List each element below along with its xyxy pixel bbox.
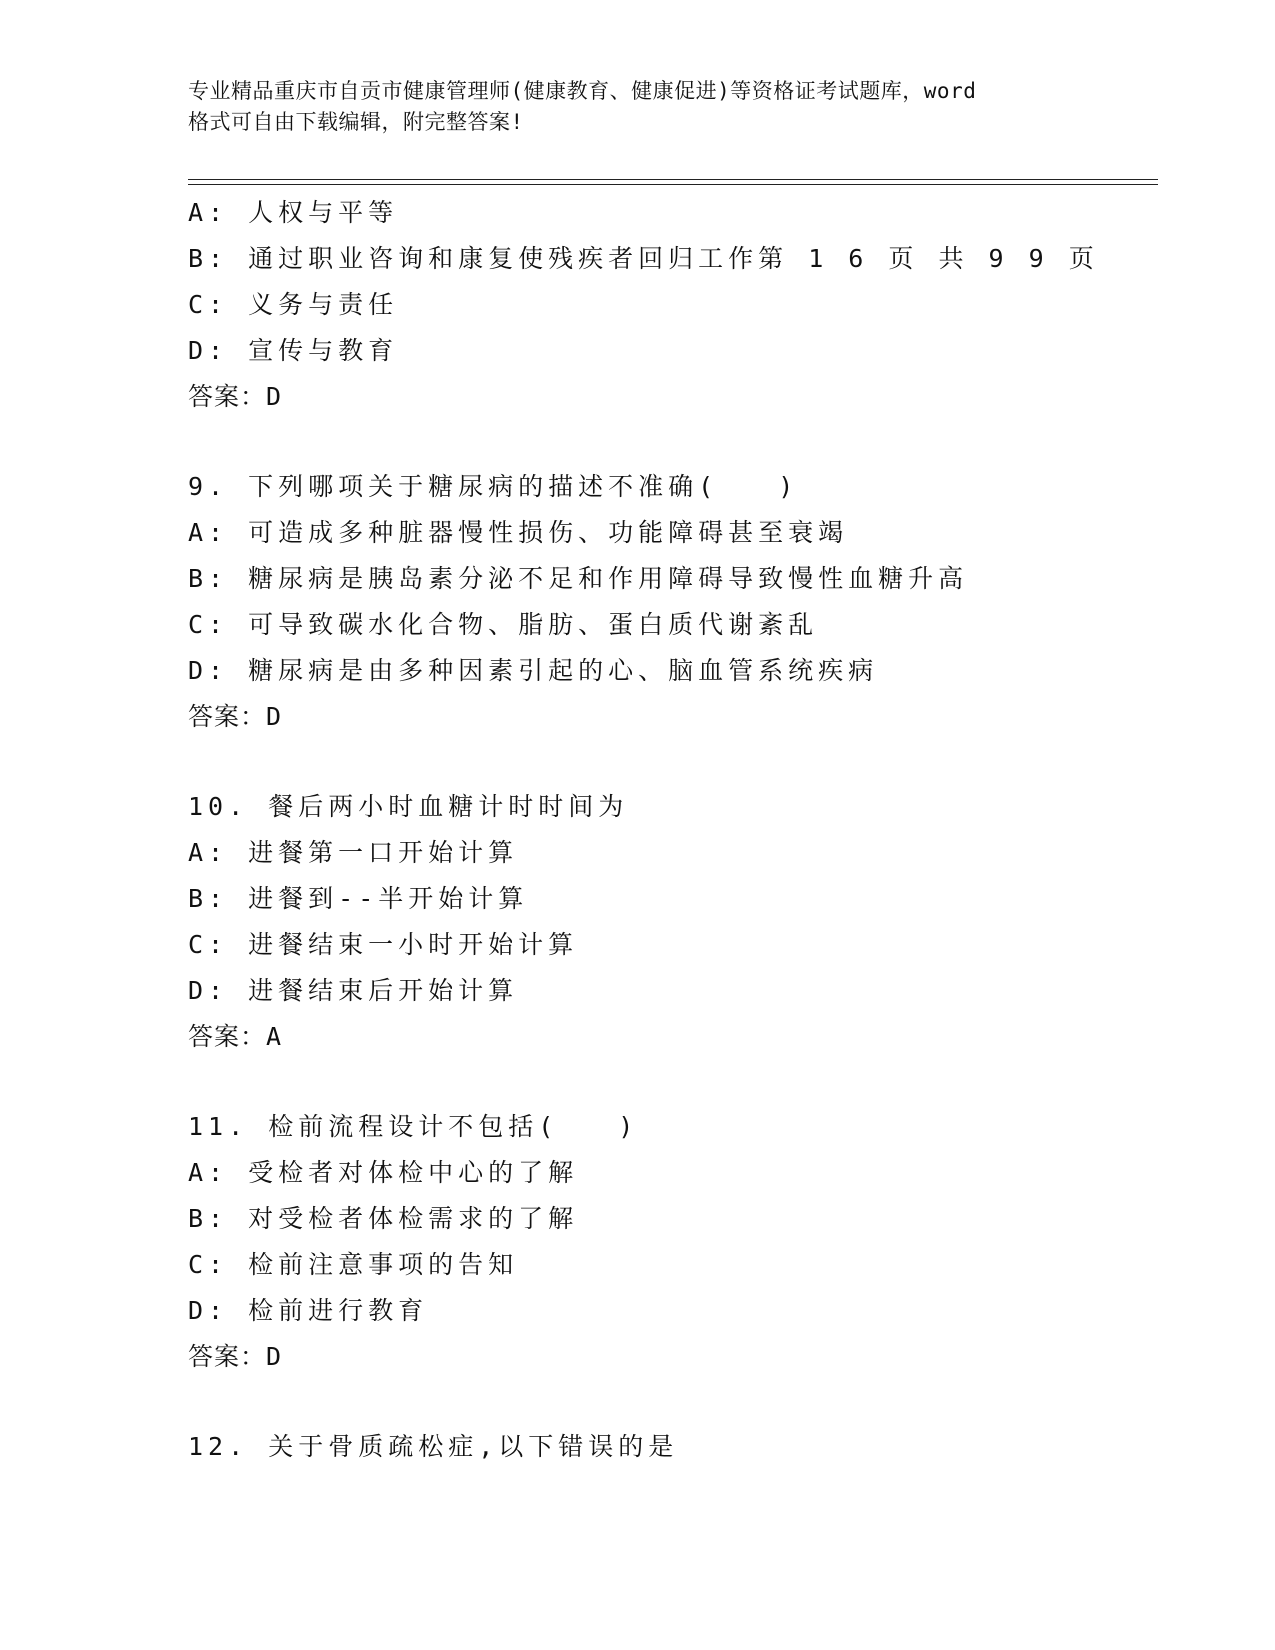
question-text: 9. 下列哪项关于糖尿病的描述不准确( ) (188, 472, 799, 501)
answer-text: 答案：D (188, 1342, 283, 1371)
option-d: D: 进餐结束后开始计算 (188, 976, 519, 1005)
question-block (188, 1104, 1168, 1380)
question-text: 11. 检前流程设计不包括( ) (188, 1112, 639, 1141)
option-a: A: 人权与平等 (188, 198, 399, 227)
header-line-2: 格式可自由下载编辑，附完整答案! (188, 110, 524, 134)
option-b: B: 通过职业咨询和康复使残疾者回归工作第 1 6 页 共 9 9 页 (188, 244, 1099, 273)
option-b: B: 进餐到--半开始计算 (188, 884, 529, 913)
question-block (188, 1424, 1168, 1470)
question-text: 10. 餐后两小时血糖计时时间为 (188, 792, 629, 821)
option-d: D: 糖尿病是由多种因素引起的心、脑血管系统疾病 (188, 656, 879, 685)
option-c: C: 检前注意事项的告知 (188, 1250, 519, 1279)
question-block (188, 784, 1168, 1060)
header-rule-bottom (188, 184, 1158, 185)
answer-text: 答案：D (188, 382, 283, 411)
option-c: C: 义务与责任 (188, 290, 399, 319)
question-block (188, 464, 1168, 740)
answer-text: 答案：A (188, 1022, 283, 1051)
option-b: B: 糖尿病是胰岛素分泌不足和作用障碍导致慢性血糖升高 (188, 564, 969, 593)
question-text: 12. 关于骨质疏松症,以下错误的是 (188, 1432, 679, 1461)
option-d: D: 宣传与教育 (188, 336, 399, 365)
answer-text: 答案：D (188, 702, 283, 731)
option-a: A: 可造成多种脏器慢性损伤、功能障碍甚至衰竭 (188, 518, 849, 547)
question-block (188, 190, 1168, 420)
option-c: C: 可导致碳水化合物、脂肪、蛋白质代谢紊乱 (188, 610, 819, 639)
option-c: C: 进餐结束一小时开始计算 (188, 930, 579, 959)
header-line-1: 专业精品重庆市自贡市健康管理师(健康教育、健康促进)等资格证考试题库，word (188, 79, 977, 103)
header-rule-top (188, 179, 1158, 180)
option-a: A: 受检者对体检中心的了解 (188, 1158, 579, 1187)
option-d: D: 检前进行教育 (188, 1296, 429, 1325)
document-header (188, 76, 1108, 138)
option-b: B: 对受检者体检需求的了解 (188, 1204, 579, 1233)
question-list (188, 190, 1168, 1470)
option-a: A: 进餐第一口开始计算 (188, 838, 519, 867)
